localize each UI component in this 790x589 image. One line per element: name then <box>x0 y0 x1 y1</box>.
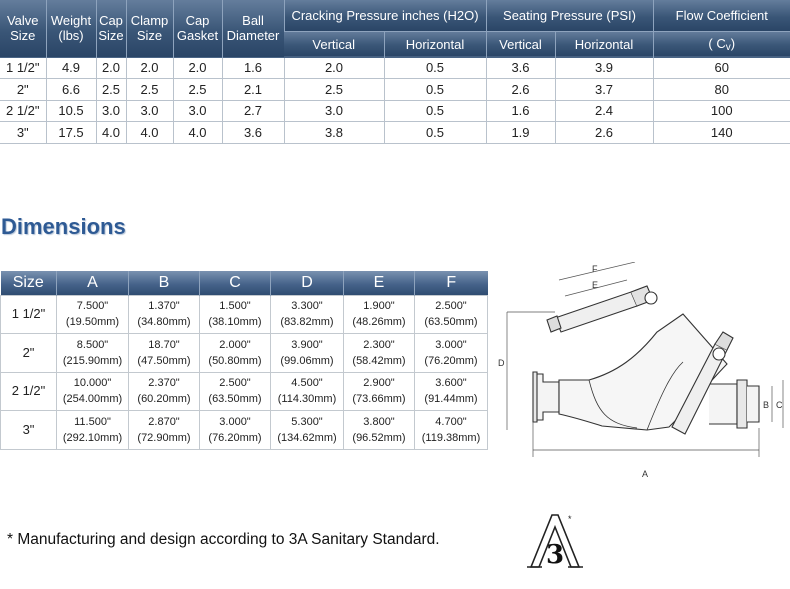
col-valve-size-header: Valve Size <box>0 0 46 57</box>
check-valve-drawing <box>497 262 790 490</box>
spec-cell-cap-size: 2.0 <box>96 57 126 79</box>
dim-header-row <box>1 271 488 295</box>
col-cap-size-header: Cap Size <box>96 0 126 57</box>
dim-e-label: E <box>592 280 599 290</box>
spec-cell-flow-coefficient: 140 <box>653 122 790 144</box>
spec-cell-clamp-size: 2.0 <box>126 57 173 79</box>
cracking-horizontal-header: Horizontal <box>384 31 486 57</box>
dim-cell-e <box>344 334 415 373</box>
dim-header-a: A <box>57 271 129 295</box>
dim-value-mm: (48.26mm) <box>352 316 406 329</box>
dim-value-mm: (215.90mm) <box>62 354 123 367</box>
dim-cell-size: 2" <box>1 334 57 373</box>
dim-value-mm: (58.42mm) <box>352 354 406 367</box>
dim-value-mm: (99.06mm) <box>280 354 334 367</box>
dim-value-inches: 18.70" <box>148 338 180 351</box>
spec-cell-seating-vertical: 1.9 <box>486 122 555 144</box>
dim-value-inches: 3.800" <box>363 415 395 428</box>
dim-cell-a <box>57 372 129 411</box>
dim-value-mm: (47.50mm) <box>137 354 191 367</box>
dim-cell-c <box>200 411 271 450</box>
dim-value-inches: 5.300" <box>291 415 323 428</box>
spec-cell-valve-size: 3" <box>0 122 46 144</box>
spec-cell-seating-horizontal: 3.9 <box>555 57 653 79</box>
dim-value-mm: (83.82mm) <box>280 316 334 329</box>
spec-cell-cracking-vertical: 2.0 <box>284 57 384 79</box>
dim-b-label: B <box>763 400 770 410</box>
spec-row <box>0 100 790 122</box>
dim-value-inches: 2.500" <box>219 377 251 390</box>
spec-row <box>0 57 790 79</box>
dim-value-mm: (134.62mm) <box>277 431 337 444</box>
dim-cell-e <box>344 295 415 334</box>
dim-cell-e <box>344 411 415 450</box>
dim-value-inches: 3.000" <box>435 338 467 351</box>
dim-value-inches: 2.870" <box>148 415 180 428</box>
dim-cell-a <box>57 295 129 334</box>
spec-cell-seating-horizontal: 3.7 <box>555 79 653 101</box>
dim-cell-a <box>57 411 129 450</box>
spec-cell-cracking-vertical: 3.0 <box>284 100 384 122</box>
dim-d-label: D <box>498 358 505 368</box>
seating-vertical-header: Vertical <box>486 31 555 57</box>
dim-value-inches: 7.500" <box>76 300 109 313</box>
dim-value-mm: (38.10mm) <box>208 316 262 329</box>
spec-cell-cap-gasket: 2.5 <box>173 79 222 101</box>
dim-value-mm: (96.52mm) <box>352 431 406 444</box>
col-ball-diameter-header: Ball Diameter <box>222 0 284 57</box>
dim-value-mm: (72.90mm) <box>137 431 191 444</box>
dim-row <box>1 372 488 411</box>
right-ferrule <box>737 380 747 428</box>
spec-cell-valve-size: 2" <box>0 79 46 101</box>
dim-f-label: F <box>592 264 598 274</box>
flow-coefficient-unit: ( Cv) <box>653 31 790 57</box>
dim-header-b: B <box>129 271 200 295</box>
spec-cell-cracking-horizontal: 0.5 <box>384 57 486 79</box>
dim-cell-b <box>129 372 200 411</box>
dim-value-inches: 4.500" <box>291 377 323 390</box>
spec-cell-cap-size: 4.0 <box>96 122 126 144</box>
spec-cell-ball-diameter: 2.7 <box>222 100 284 122</box>
dim-a-label: A <box>642 469 649 479</box>
spec-cell-seating-vertical: 3.6 <box>486 57 555 79</box>
clamp-nut-right <box>713 348 725 360</box>
dim-value-inches: 8.500" <box>76 338 109 351</box>
spec-cell-clamp-size: 3.0 <box>126 100 173 122</box>
dimensions-heading: Dimensions <box>1 214 126 239</box>
dim-value-mm: (91.44mm) <box>424 393 478 406</box>
left-ferrule-flange <box>533 372 537 422</box>
spec-cell-valve-size: 1 1/2" <box>0 57 46 79</box>
dim-value-mm: (19.50mm) <box>65 316 120 329</box>
spec-cell-ball-diameter: 3.6 <box>222 122 284 144</box>
spec-cell-flow-coefficient: 100 <box>653 100 790 122</box>
dim-header-d: D <box>271 271 344 295</box>
dim-value-inches: 3.900" <box>291 338 323 351</box>
dim-cell-d <box>271 334 344 373</box>
dim-value-mm: (50.80mm) <box>208 354 262 367</box>
dim-cell-size: 1 1/2" <box>1 295 57 334</box>
spec-table-body <box>0 57 790 143</box>
3a-sanitary-logo <box>524 511 586 571</box>
flow-coefficient-header: Flow Coefficient <box>653 0 790 31</box>
dim-value-inches: 2.300" <box>363 338 395 351</box>
dim-header-c: C <box>200 271 271 295</box>
dim-table-body <box>1 295 488 449</box>
dim-value-inches: 2.000" <box>219 338 251 351</box>
spec-cell-cracking-horizontal: 0.5 <box>384 122 486 144</box>
dim-cell-f <box>415 334 488 373</box>
dim-cell-size: 2 1/2" <box>1 372 57 411</box>
dim-value-mm: (114.30mm) <box>277 393 337 406</box>
dim-header-f: F <box>415 271 488 295</box>
spec-cell-seating-horizontal: 2.6 <box>555 122 653 144</box>
spec-cell-weight: 10.5 <box>46 100 96 122</box>
dim-cell-b <box>129 295 200 334</box>
spec-cell-cracking-vertical: 2.5 <box>284 79 384 101</box>
spec-cell-cap-gasket: 4.0 <box>173 122 222 144</box>
cracking-pressure-header: Cracking Pressure inches (H2O) <box>284 0 486 31</box>
spec-cell-valve-size: 2 1/2" <box>0 100 46 122</box>
dim-value-inches: 1.500" <box>219 300 251 313</box>
spec-cell-clamp-size: 2.5 <box>126 79 173 101</box>
spec-cell-seating-vertical: 2.6 <box>486 79 555 101</box>
dim-value-inches: 2.900" <box>363 377 395 390</box>
dim-cell-d <box>271 411 344 450</box>
spec-cell-cap-gasket: 2.0 <box>173 57 222 79</box>
seating-pressure-header: Seating Pressure (PSI) <box>486 0 653 31</box>
dim-value-mm: (73.66mm) <box>352 393 406 406</box>
spec-cell-ball-diameter: 1.6 <box>222 57 284 79</box>
dim-cell-c <box>200 334 271 373</box>
right-outlet <box>709 384 737 424</box>
dim-value-inches: 4.700" <box>435 415 467 428</box>
dim-cell-d <box>271 372 344 411</box>
spec-cell-weight: 6.6 <box>46 79 96 101</box>
col-clamp-size-header: Clamp Size <box>126 0 173 57</box>
cracking-vertical-header: Vertical <box>284 31 384 57</box>
dim-value-inches: 3.300" <box>291 300 323 313</box>
spec-cell-seating-horizontal: 2.4 <box>555 100 653 122</box>
dim-c-label: C <box>776 400 783 410</box>
dim-cell-e <box>344 372 415 411</box>
dim-value-inches: 3.600" <box>435 377 467 390</box>
spec-cell-flow-coefficient: 60 <box>653 57 790 79</box>
dim-value-inches: 2.370" <box>148 377 180 390</box>
dim-value-mm: (34.80mm) <box>137 316 191 329</box>
footnote-3a-standard: * Manufacturing and design according to 3A Sanitary Standard. <box>7 531 440 548</box>
logo-star: * <box>568 514 572 524</box>
col-weight-header: Weight (lbs) <box>46 0 96 57</box>
spec-cell-ball-diameter: 2.1 <box>222 79 284 101</box>
col-cap-gasket-header: Cap Gasket <box>173 0 222 57</box>
dim-cell-c <box>200 295 271 334</box>
left-ferrule <box>535 374 559 420</box>
dim-cell-f <box>415 295 488 334</box>
spec-cell-cracking-vertical: 3.8 <box>284 122 384 144</box>
specifications-table <box>0 0 790 144</box>
spec-cell-cracking-horizontal: 0.5 <box>384 100 486 122</box>
dim-cell-size: 3" <box>1 411 57 450</box>
spec-cell-flow-coefficient: 80 <box>653 79 790 101</box>
dim-value-mm: (119.38mm) <box>421 431 481 444</box>
seating-horizontal-header: Horizontal <box>555 31 653 57</box>
logo-numeral: 3 <box>545 540 565 570</box>
dim-value-mm: (60.20mm) <box>137 393 191 406</box>
dim-cell-c <box>200 372 271 411</box>
dim-cell-a <box>57 334 129 373</box>
dim-header-e: E <box>344 271 415 295</box>
dim-value-inches: 10.000" <box>73 377 112 390</box>
spec-cell-weight: 4.9 <box>46 57 96 79</box>
dim-cell-f <box>415 411 488 450</box>
clamp-nut-top <box>645 292 657 304</box>
dim-value-inches: 11.500" <box>74 415 111 428</box>
spec-cell-seating-vertical: 1.6 <box>486 100 555 122</box>
dim-value-mm: (76.20mm) <box>208 431 262 444</box>
dim-cell-f <box>415 372 488 411</box>
dim-row <box>1 334 488 373</box>
dim-value-mm: (63.50mm) <box>424 316 478 329</box>
dimensions-table <box>0 271 488 450</box>
dim-cell-d <box>271 295 344 334</box>
dim-value-inches: 1.900" <box>363 300 395 313</box>
spec-header-row <box>0 0 790 31</box>
spec-row <box>0 122 790 144</box>
dim-row <box>1 411 488 450</box>
spec-cell-cap-size: 2.5 <box>96 79 126 101</box>
dim-value-mm: (76.20mm) <box>424 354 478 367</box>
dim-cell-b <box>129 334 200 373</box>
dim-value-inches: 3.000" <box>219 415 251 428</box>
dim-header-size: Size <box>1 271 57 295</box>
top-cap <box>555 292 637 332</box>
spec-cell-weight: 17.5 <box>46 122 96 144</box>
spec-row <box>0 79 790 101</box>
spec-cell-clamp-size: 4.0 <box>126 122 173 144</box>
dim-value-inches: 1.370" <box>148 300 180 313</box>
spec-cell-cap-gasket: 3.0 <box>173 100 222 122</box>
dim-cell-b <box>129 411 200 450</box>
dim-row <box>1 295 488 334</box>
dim-value-mm: (292.10mm) <box>62 431 123 444</box>
spec-cell-cracking-horizontal: 0.5 <box>384 79 486 101</box>
dim-value-mm: (63.50mm) <box>208 393 262 406</box>
spec-cell-cap-size: 3.0 <box>96 100 126 122</box>
dim-value-mm: (254.00mm) <box>62 393 123 406</box>
dim-value-inches: 2.500" <box>435 300 467 313</box>
